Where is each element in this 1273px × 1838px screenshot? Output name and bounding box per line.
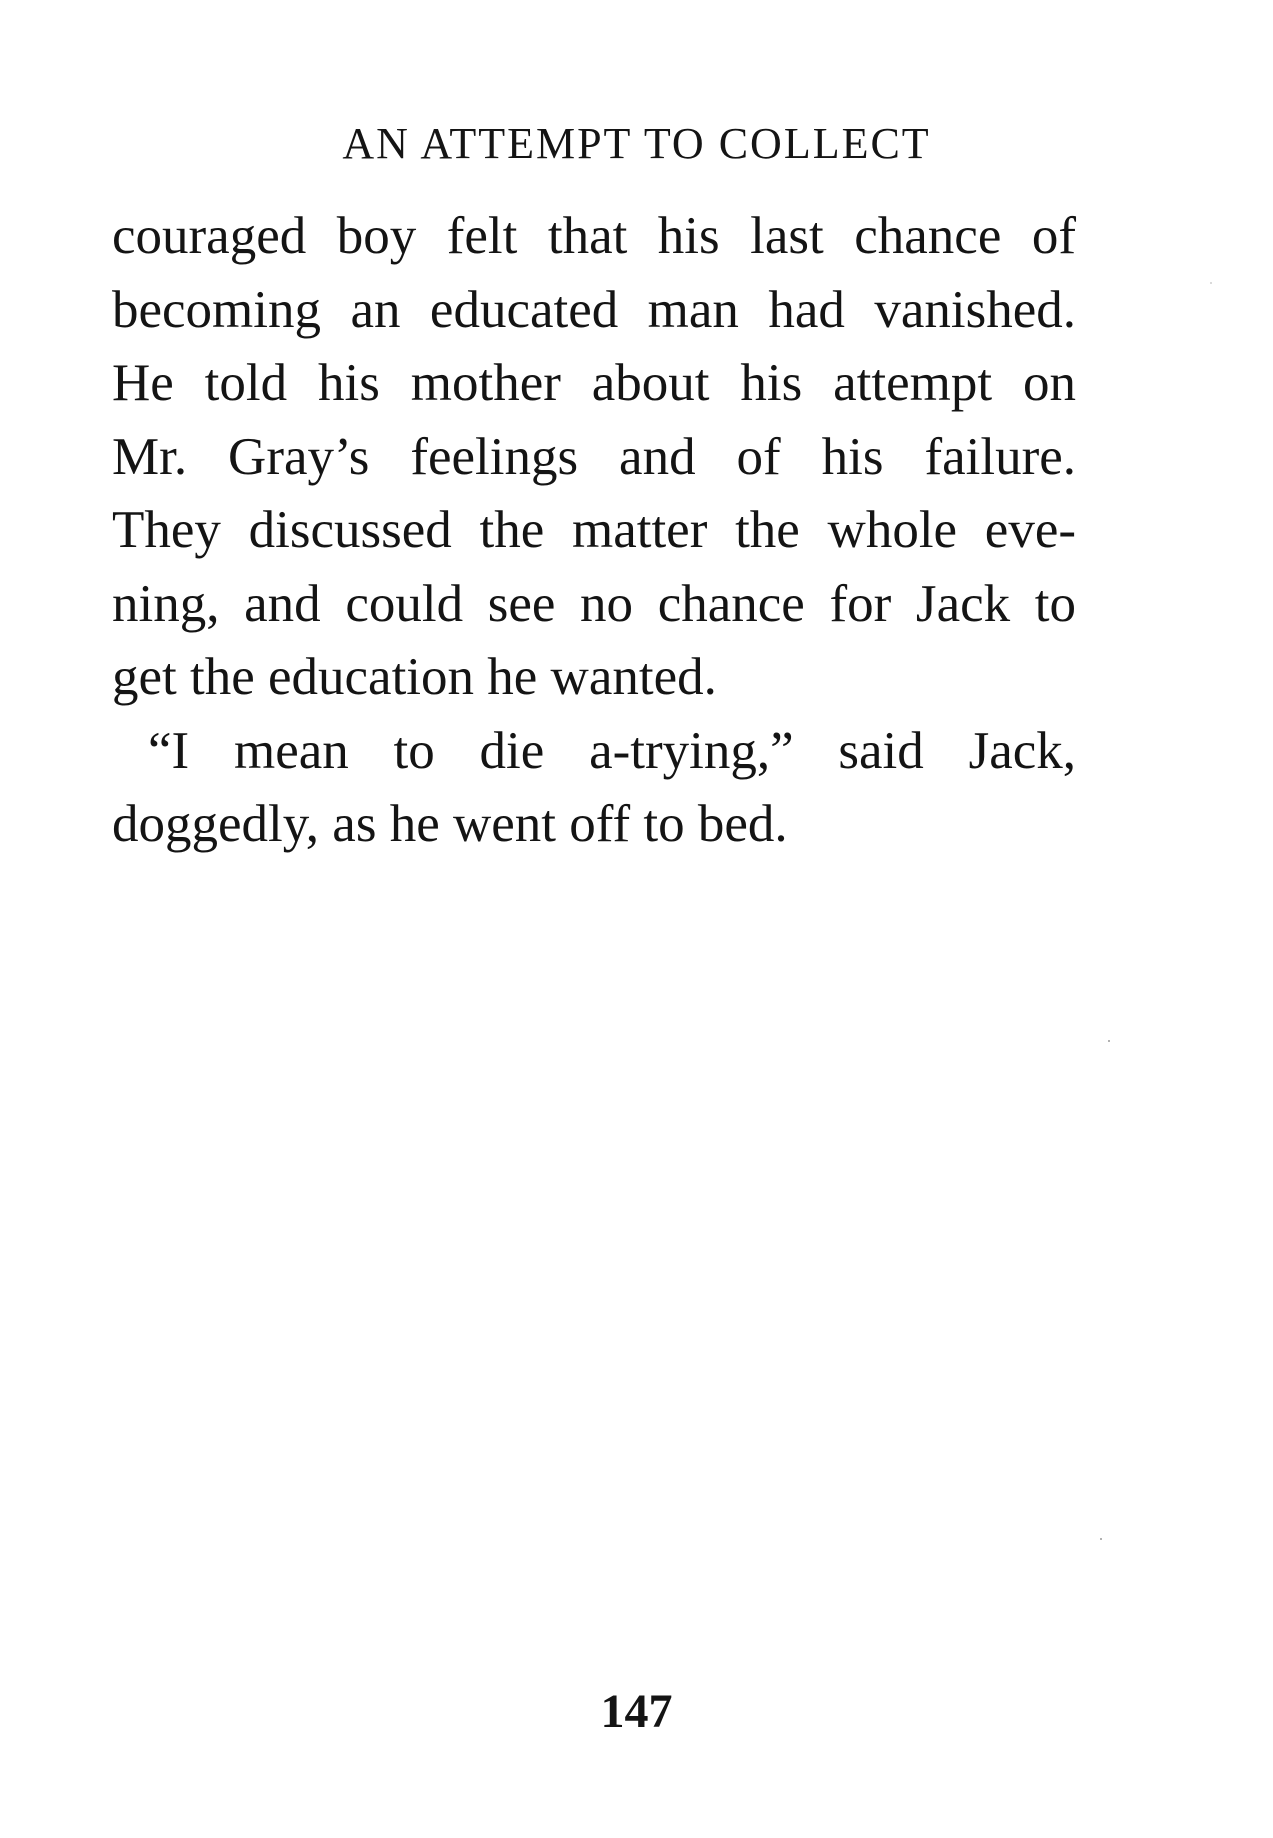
scan-speck (1100, 1538, 1102, 1540)
text-line: “I mean to die a-trying,” said Jack, (148, 721, 1076, 780)
scan-speck (1108, 1040, 1110, 1042)
body-text (112, 200, 1076, 862)
text-line: get the education he wanted. (112, 648, 717, 706)
text-line: They discussed the matter the whole eve- (112, 501, 1076, 559)
text-line: doggedly, as he went off to bed. (112, 795, 788, 853)
text-line: ning, and could see no chance for Jack to (112, 574, 1076, 633)
page-number: 147 (600, 1685, 673, 1738)
paragraph (112, 715, 1076, 862)
paragraph (112, 200, 1076, 715)
running-head: AN ATTEMPT TO COLLECT (342, 119, 931, 168)
text-line: He told his mother about his attempt on (112, 354, 1076, 412)
text-line: becoming an educated man had vanished. (112, 280, 1076, 339)
text-line: couraged boy felt that his last chance of (112, 207, 1076, 265)
scan-speck (1210, 282, 1212, 284)
text-line: Mr. Gray’s feelings and of his failure. (112, 427, 1076, 486)
